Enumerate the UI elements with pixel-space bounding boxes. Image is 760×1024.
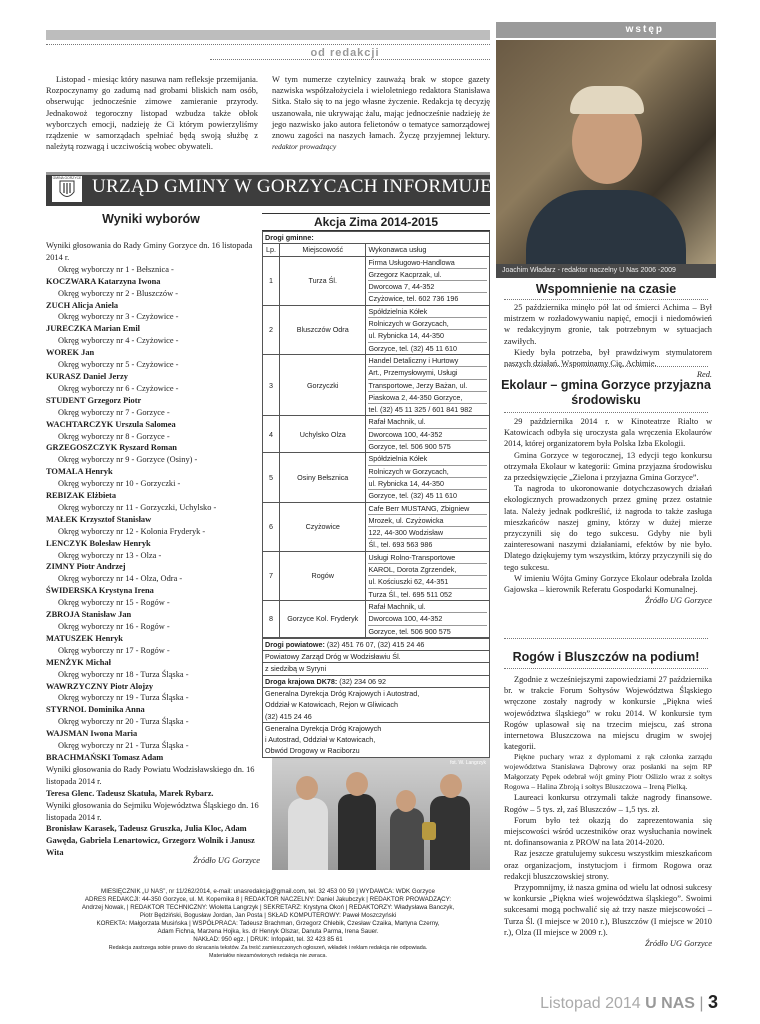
district-line: Okręg wyborczy nr 2 - Bluszczów - xyxy=(58,288,179,298)
row-contractor: Spółdzielnia Kółek Rolniczych w Gorzycach, ul. Rybnicka 14, 44-350 Gorzyce, tel. (32) 45 11 610 xyxy=(366,305,490,354)
divider xyxy=(46,44,490,45)
divider xyxy=(504,668,708,669)
memory-text: 25 października minęło pół lat od śmierci Achima – Był mistrzem w rozładowywaniu napięć, emocji i niedomówień w redakcyjnym gronie, tak potrzebnym w sytuacjach zawiłych. Kiedy była potrzeba, był prawdziwym stymulatorem naszych działań. Wspominamy Cię, Achimie. Red. xyxy=(504,303,712,380)
row-locality: Rogów xyxy=(280,551,366,600)
district-line: Okręg wyborczy nr 15 - Rogów - xyxy=(58,598,170,608)
akcja-title: Akcja Zima 2014-2015 xyxy=(262,213,490,231)
masthead-line: Piotr Będziński, Bogusław Jordan, Jan Posta | SKŁAD KOMPUTEROWY: Paweł Moszczyński xyxy=(139,912,397,919)
akcja-row xyxy=(263,551,490,600)
row-contractor: Firma Usługowo-Handlowa Grzegorz Kacprzak, ul. Dworcowa 7, 44-352 Czyżowice, tel. 602 736 196 xyxy=(366,256,490,305)
district-line: Okręg wyborczy nr 3 - Czyżowice - xyxy=(58,312,179,322)
gddkia-block: Generalna Dyrekcja Dróg Krajowych i Autostrad, Oddział w Katowicach, Rejon w Gliwicach (32) 415 24 46 xyxy=(263,687,490,722)
portrait-caption: Joachim Władarz - redaktor naczelny U Nas 2006 -2009 xyxy=(496,264,716,278)
councillor-name: LENCZYK Bolesław Henryk xyxy=(46,538,151,548)
councillor-name: Bronisław Karasek, Tadeusz Gruszka, Julia Kloc, Adam Gawęda, Gabriela Lenartowicz, Grzegorz Wolnik i Janusz Wita xyxy=(46,824,255,858)
person xyxy=(390,808,424,870)
row-number: 4 xyxy=(263,416,280,453)
councillor-name: MENŻYK Michał xyxy=(46,657,111,667)
district-line: Okręg wyborczy nr 16 - Rogów - xyxy=(58,622,170,631)
councillor-name: WOREK Jan xyxy=(46,348,95,358)
district-line: Okręg wyborczy nr 1 - Bełsznica - xyxy=(58,264,174,274)
divider xyxy=(504,412,708,413)
district-line: Okręg wyborczy nr 4 - Czyżowice - xyxy=(58,336,179,346)
person-face xyxy=(396,790,416,812)
memory-title: Wspomnienie na czasie xyxy=(535,282,677,296)
row-number: 5 xyxy=(263,453,280,502)
row-contractor: Cafe Berr MUSTANG, Zbigniew Mrozek, ul. Czyżowicka 122, 44-300 Wodzisław Śl., tel. 693 563 986 xyxy=(366,502,490,551)
akcja-roads-table xyxy=(262,638,490,758)
councillor-name: STYRNOL Dominika Anna xyxy=(46,705,145,715)
district-line: Okręg wyborczy nr 13 - Olza - xyxy=(58,550,162,560)
powiat-row: Drogi powiatowe: (32) 451 76 07, (32) 415 24 46 xyxy=(263,638,490,650)
councillor-name: REBIZAK Elżbieta xyxy=(46,491,117,501)
masthead-line: NAKŁAD: 950 egz. | DRUK: Infopakt, tel. 32 423 85 61 xyxy=(193,936,343,943)
district-line: Okręg wyborczy nr 21 - Turza Śląska - xyxy=(58,741,189,751)
jacket xyxy=(526,190,686,266)
powiat-line: z siedzibą w Syryni xyxy=(263,663,490,675)
district-line: Okręg wyborczy nr 8 - Gorzyce - xyxy=(58,431,170,441)
row-locality: Gorzyczki xyxy=(280,354,366,415)
row-contractor: Rafał Machnik, ul. Dworcowa 100, 44-352 Gorzyce, tel. 506 900 575 xyxy=(366,600,490,637)
masthead-line: Materiałów niezamówionych redakcja nie zwraca. xyxy=(208,953,328,959)
elections-source: Źródło UG Gorzyce xyxy=(193,856,260,865)
councillor-name: TOMALA Henryk xyxy=(46,467,113,477)
akcja-row xyxy=(263,305,490,354)
councillor-name: ŚWIDERSKA Krystyna Irena xyxy=(46,586,154,596)
masthead-line: Adam Fichna, Marzena Hojka, ks. dr Henryk Olszar, Danuta Parma, Irena Sauer. xyxy=(157,928,379,935)
rogow-text: Zgodnie z wcześniejszymi zapowiedziami 27 października br. w trakcie Forum Sołtysów Województwa Śląskiego wręczone zostały nagrody w konkursie „Piękna wieś województwa śląskiego” w roku 2014. W konkursie tym Rogów uplasował się na trzecim miejscu, zaś strona internetowa Bluszczowa na miejscu drugim w swojej kategorii. Piękne puchary wraz z dyplomami z rąk członka zarządu województwa Stanisława Dąbrowy oraz posłanki na sejm RP Małgorzaty Pępek odebrał wójt gminy Piotr Oślizło wraz z sołtys Rogowa – Halina Zbroją i sołtys Bluszczowa – Ireną Pielką. Laureaci konkursu otrzymali także nagrody finansowe. Rogów – 5 tys. zł, zaś Bluszczów – 1,5 tys. zł. Forum było też okazją do zaprezentowania się miejscowości wśród uczestników oraz wysłuchania nowinek nt. dofinansowania z PROW na lata 2014-2020. Raz jeszcze gratulujemy sukcesu wszystkim mieszkańcom oraz organizacjom, instytucjom i firmom Rogowa oraz redakcji bluszczowskiej strony. Przypomnijmy, iż nasza gmina od wielu lat odnosi sukcesy w konkursie „Piękna wieś województwa śląskiego”. Swoimi sukcesami mogą pochwalić się aż trzy nasze miejscowości – Turza Śl. (I miejsce w 2010 r.), Bluszczów (I miejsce w 2010 r.), Olza (II miejsce w 2009 r.). Źródło UG Gorzyce xyxy=(504,675,712,949)
ekolaur-title: Ekolaur – gmina Gorzyce przyjazna środowisku xyxy=(501,378,711,407)
row-locality: Czyżowice xyxy=(280,502,366,551)
row-number: 3 xyxy=(263,354,280,415)
person-face xyxy=(296,776,318,800)
banner-title: URZĄD GMINY W GORZYCACH INFORMUJE xyxy=(92,176,493,197)
row-number: 8 xyxy=(263,600,280,637)
masthead-line: KOREKTA: Małgorzata Musińska | WSPÓŁPRACA: Tadeusz Brachman, Grzegorz Chlebik, Czesław Czaika, Martyna Czerny, xyxy=(96,920,440,927)
editor-portrait xyxy=(496,40,716,266)
masthead-line: Andrzej Nowak, | REDAKTOR TECHNICZNY: Wioletta Langrzyk | SEKRETARZ: Krystyna Okoń | REDAKTORZY: Władysława Banczyk, xyxy=(81,904,455,911)
district-line: Okręg wyborczy nr 9 - Gorzyce (Osiny) - xyxy=(58,455,198,465)
elections-list xyxy=(46,240,260,859)
councillor-name: GRZEGOSZCZYK Ryszard Roman xyxy=(46,443,177,453)
photo-credit: fot. W. Langrzyk xyxy=(450,760,486,766)
person xyxy=(338,794,376,870)
row-locality: Osiny Bełsznica xyxy=(280,453,366,502)
councillor-name: MATUSZEK Henryk xyxy=(46,633,123,643)
councillor-name: BRACHMAŃSKI Tomasz Adam xyxy=(46,752,164,762)
councillor-name: ZUCH Alicja Aniela xyxy=(46,300,119,310)
district-line: Okręg wyborczy nr 5 - Czyżowice - xyxy=(58,360,179,370)
masthead-line: ADRES REDAKCJI: 44-350 Gorzyce, ul. M. Kopernika 8 | REDAKTOR NACZELNY: Daniel Jakubczyk | REDAKTOR PROWADZĄCY: xyxy=(84,896,452,903)
person xyxy=(430,796,470,870)
councillor-name: ZBROJA Stanisław Jan xyxy=(46,610,132,620)
akcja-subtitle: Drogi gminne: xyxy=(263,232,490,244)
editorial-col2: W tym numerze czytelnicy zauważą brak w stopce gazety nazwiska współzałożyciela i wieloletniego redaktora Stanisława Sitka. Stało się to na jego własne życzenie. Redakcja tę decyzję uszanowała, nie ukrywając żalu, mając jednocześnie nadzieję że jego nazwisko jako autora felietonów o tematyce samorządowej znowu zagości na naszych łamach. Życzę przyjemnej lektury. redaktor prowadzący xyxy=(272,75,490,152)
person-face xyxy=(346,772,368,796)
district-line: Okręg wyborczy nr 11 - Gorzyczki, Uchylsko - xyxy=(58,502,217,512)
councillor-name: JURECZKA Marian Emil xyxy=(46,324,140,334)
row-locality: Uchylsko Olza xyxy=(280,416,366,453)
editorial-col1: Listopad - miesiąc który nasuwa nam refleksje przemijania. Rozpoczynamy go zadumą nad grobami bliskich nam osób, obserwując jednocześnie zimowe zamieranie przyrody. Jednakowoż tegoroczny listopad wzbudza także obłok wyborczych emocji, nadzieję że Ci którym powierzyliśmy rządzenie w samorządach spełniać będą swoją służbę z należytą rozwagą i uczciwością wobec obywateli. xyxy=(46,75,258,152)
councillor-name: KOCZWARA Katarzyna Iwona xyxy=(46,276,161,286)
row-contractor: Rafał Machnik, ul. Dworcowa 100, 44-352 Gorzyce, tel. 506 900 575 xyxy=(366,416,490,453)
akcja-row xyxy=(263,416,490,453)
person xyxy=(288,798,328,870)
rogow-title: Rogów i Bluszczów na podium! xyxy=(512,650,700,664)
row-locality: Gorzyce Kol. Fryderyk xyxy=(280,600,366,637)
row-number: 6 xyxy=(263,502,280,551)
masthead-line: Redakcja zastrzega sobie prawo do skracania tekstów. Za treść zamieszczonych ogłoszeń, wkładek i reklam redakcja nie odpowiada. xyxy=(108,945,428,951)
district-line: Okręg wyborczy nr 18 - Turza Śląska - xyxy=(58,669,189,679)
person-face xyxy=(440,774,462,798)
district-line: Okręg wyborczy nr 10 - Gorzyczki - xyxy=(58,479,181,489)
masthead-line: MIESIĘCZNIK „U NAS”, nr 11/262/2014, e-mail: unasredakcja@gmail.com, tel. 32 453 00 59 | WYDAWCA: WDK Gorzyce xyxy=(101,888,435,895)
divider xyxy=(504,638,708,639)
row-contractor: Handel Detaliczny i Hurtowy Art., Przemysłowymi, Usługi Transportowe, Jerzy Bażan, ul. Piaskowa 2, 44-350 Gorzyce, tel. (32) 45 11 325 / 601 841 982 xyxy=(366,354,490,415)
akcja-row xyxy=(263,502,490,551)
district-line: Okręg wyborczy nr 19 - Turza Śląska - xyxy=(58,693,189,703)
district-line: Okręg wyborczy nr 6 - Czyżowice - xyxy=(58,383,179,393)
col-header: Lp. xyxy=(263,244,280,256)
akcja-row xyxy=(263,453,490,502)
akcja-zima xyxy=(262,213,490,758)
councillor-name: MAŁEK Krzysztof Stanisław xyxy=(46,514,152,524)
row-contractor: Spółdzielnia Kółek Rolniczych w Gorzycach, ul. Rybnicka 14, 44-350 Gorzyce, tel. (32) 45 11 610 xyxy=(366,453,490,502)
akcja-row xyxy=(263,354,490,415)
councillor-name: STUDENT Grzegorz Piotr xyxy=(46,395,142,405)
col-header: Miejscowość xyxy=(280,244,366,256)
gddkia-block: Generalna Dyrekcja Dróg Krajowych i Autostrad, Oddział w Katowicach, Obwód Drogowy w Raciborzu xyxy=(263,722,490,757)
councillor-name: WAWRZYCZNY Piotr Alojzy xyxy=(46,681,154,691)
councillor-name: WAJSMAN Iwona Maria xyxy=(46,729,138,739)
trophy-icon xyxy=(422,822,436,840)
akcja-row xyxy=(263,600,490,637)
results-heading: Wyniki głosowania do Rady Gminy Gorzyce dn. 16 listopada 2014 r. xyxy=(46,241,253,262)
section-label: wstęp xyxy=(496,22,716,38)
award-photo xyxy=(272,758,490,870)
district-line: Okręg wyborczy nr 12 - Kolonia Fryderyk - xyxy=(58,526,206,536)
divider xyxy=(504,366,708,367)
councillor-name: Teresa Glenc. Tadeusz Skatuła, Marek Rybarz. xyxy=(46,788,214,798)
district-line: Okręg wyborczy nr 14 - Olza, Odra - xyxy=(58,574,183,584)
row-number: 7 xyxy=(263,551,280,600)
row-number: 1 xyxy=(263,256,280,305)
row-number: 2 xyxy=(263,305,280,354)
powiat-line: Powiatowy Zarząd Dróg w Wodzisławiu Śl. xyxy=(263,651,490,663)
akcja-row xyxy=(263,256,490,305)
results-heading: Wyniki głosowania do Sejmiku Województwa Śląskiego dn. 16 listopada 2014 r. xyxy=(46,800,259,822)
ekolaur-text: 29 października 2014 r. w Kinoteatrze Rialto w Katowicach odbyła się uroczysta gala wręczenia Ekolaurów 2014, której organizatorem była Polska Izba Ekologii. Gmina Gorzyce w tegorocznej, 13 edycji tego konkursu otrzymała Ekolaur w kategorii: Gmina przyjazna środowisku za przedsięwzięcie „Zielona i przyjazna Gmina Gorzyce”. Ta nagroda to ukoronowanie dotychczasowych działań ekologicznych prowadzonych przez gminę przez ostatnie lata. Należy jednak podkreślić, iż nagroda to także zasługa mieszkańców naszej gminy, którzy w dużej mierze przyczynili się do tego sukcesu. Gdyby nie byli zainteresowani naszymi działaniami, efektów by nie było. Dlatego dziękujemy tym wszystkim, którzy przyczynili się do tego sukcesu. W imieniu Wójta Gminy Gorzyce Ekolaur odebrała Izolda Gajowska – kierownik Referatu Gospodarki Komunalnej. Źródło UG Gorzyce xyxy=(504,417,712,606)
crest-logo: GMINA GORZYCE xyxy=(52,176,82,202)
elections-title: Wyniki wyborów xyxy=(102,212,200,226)
akcja-table xyxy=(262,231,490,638)
results-heading: Wyniki głosowania do Rady Powiatu Wodzisławskiego dn. 16 listopada 2014 r. xyxy=(46,764,255,786)
divider xyxy=(504,299,708,300)
councillor-name: ZIMNY Piotr Andrzej xyxy=(46,562,126,572)
councillor-name: WACHTARCZYK Urszula Salomea xyxy=(46,419,176,429)
divider xyxy=(210,59,490,60)
header-bar xyxy=(46,30,490,40)
editorial-title: od redakcji xyxy=(310,47,380,59)
page-footer: Listopad 2014 U NAS | 3 xyxy=(540,992,718,1012)
row-locality: Bluszczów Odra xyxy=(280,305,366,354)
dk-row: Droga krajowa DK78: (32) 234 06 92 xyxy=(263,675,490,687)
row-contractor: Usługi Rolno-Transportowe KAROL, Dorota Zgrzendek, ul. Kościuszki 62, 44-351 Turza Śl., tel. 695 511 052 xyxy=(366,551,490,600)
col-header: Wykonawca usług xyxy=(366,244,490,256)
hair xyxy=(570,86,644,114)
councillor-name: KURASZ Daniel Jerzy xyxy=(46,371,128,381)
district-line: Okręg wyborczy nr 17 - Rogów - xyxy=(58,645,170,655)
masthead-footer xyxy=(46,888,490,960)
district-line: Okręg wyborczy nr 20 - Turza Śląska - xyxy=(58,717,189,727)
row-locality: Turza Śl. xyxy=(280,256,366,305)
district-line: Okręg wyborczy nr 7 - Gorzyce - xyxy=(58,407,170,417)
